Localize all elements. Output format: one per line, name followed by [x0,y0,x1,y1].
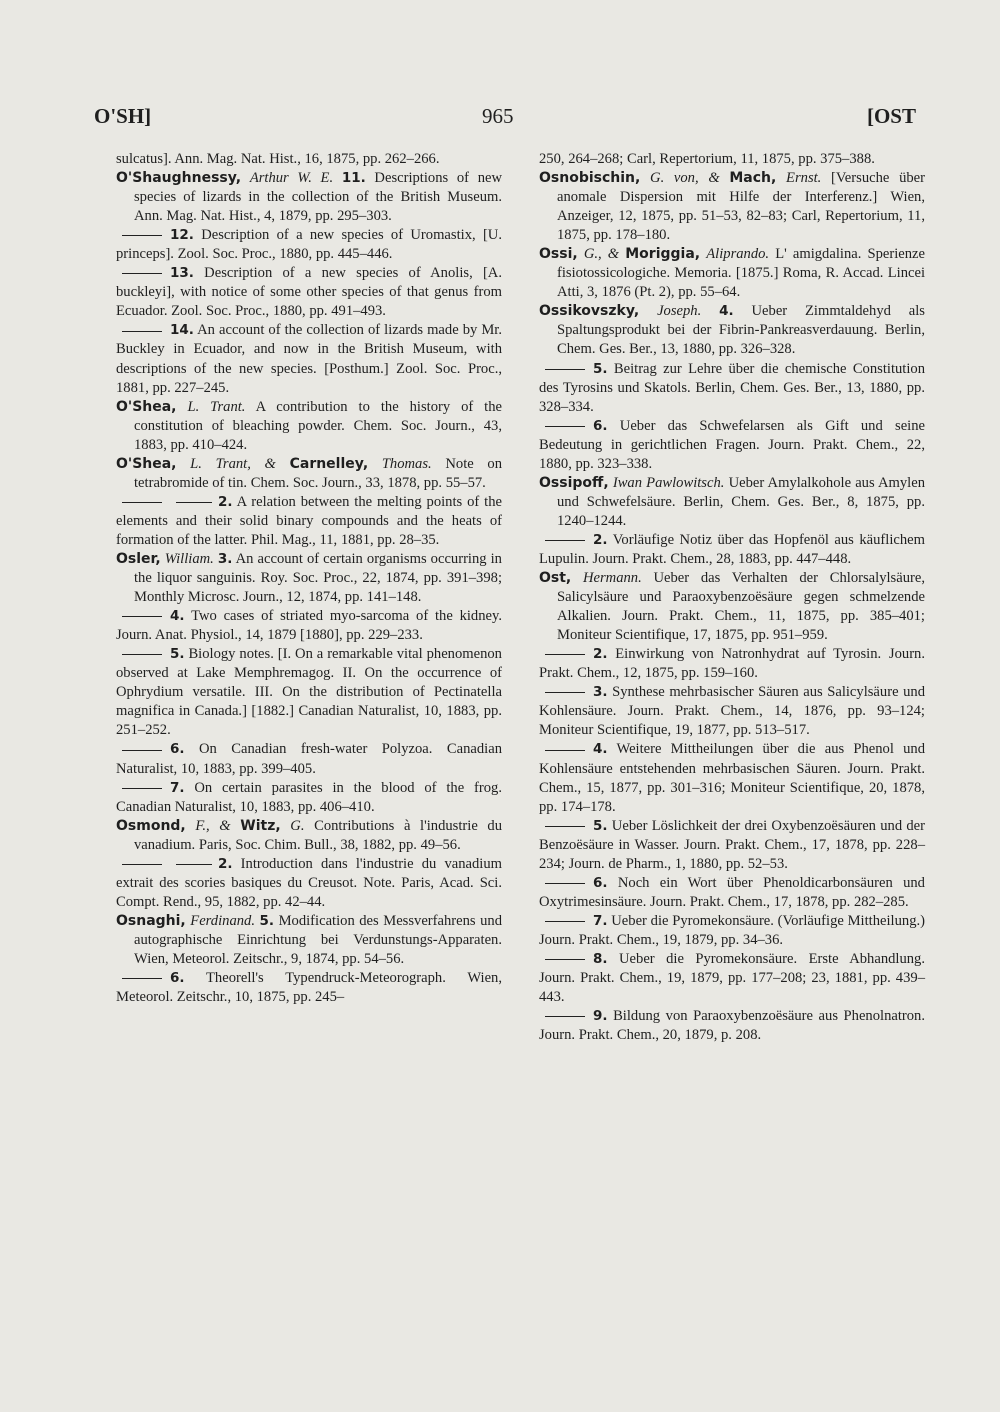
entry-text: [Versuche über anomale Dispersion mit Hilfe der Interferenz.] Wien, Anzeiger, 12, 1875, pp. 51–53, 82–83; Carl, Repertorium, 11, 1875, pp. 178–180. [557,170,925,244]
coauthor-forename: Ernst. [786,170,822,187]
entry-text: Contributions à l'industrie du vanadium. Paris, Soc. Chim. Bull., 38, 1882, pp. 49–56. [134,817,502,853]
author-forename: G., & [583,246,620,263]
author-entry [116,550,502,607]
entry-text: On certain parasites in the blood of the frog. Canadian Naturalist, 10, 1883, pp. 406–410. [116,779,502,815]
entry-text: sulcatus]. Ann. Mag. Nat. Hist., 16, 1875, pp. 262–266. [116,151,440,167]
paper-number: 2. [218,493,233,510]
sub-entry [116,969,502,1007]
entry-text: Ueber Löslichkeit der drei Oxybenzoësäuren und der Benzoësäure in Wasser. Journ. Prakt. Chem., 17, 1878, pp. 228–234; Journ. de Pharm., 1, 1880, pp. 52–53. [539,817,926,872]
ditto-dash [545,883,585,884]
author-surname: Osler, [116,550,161,567]
entry-text: A relation between the melting points of the elements and their solid binary compounds and the heats of formation of the latter. Phil. Mag., 11, 1881, pp. 28–35. [116,493,503,548]
entry-text: Description of a new species of Anolis, [A. buckleyi], with notice of some other species of that genus from Ecuador. Zool. Soc. Proc., 1880, pp. 491–493. [116,265,502,320]
ditto-dash [545,959,585,960]
author-surname: O'Shea, [116,455,177,472]
paper-number: 5. [170,646,185,663]
author-forename: Iwan Pawlowitsch. [612,474,725,491]
sub-entry [539,912,925,950]
paper-number: 7. [593,912,608,929]
author-forename: L. Trant. [187,398,246,415]
entry-text: Noch ein Wort über Phenoldicarbonsäuren und Oxytrimesinsäure. Journ. Prakt. Chem., 17, 1878, pp. 282–285. [539,874,925,910]
sub-entry [539,360,925,417]
author-entry [539,302,925,359]
entry-text: L' amigdalina. Sperienze fisiotossicologiche. Memoria. [1875.] Roma, R. Accad. Lincei Atti, 3, 1876 (Pt. 2), pp. 55–64. [557,246,926,301]
entry-text: Beitrag zur Lehre über die chemische Constitution des Tyrosins und Skatols. Berlin, Chem. Ges. Ber., 13, 1880, pp. 328–334. [539,360,925,415]
author-forename: F., & [195,817,231,834]
author-entry [116,912,502,969]
paper-number: 6. [593,417,608,434]
ditto-dash [176,864,212,865]
left-column [116,150,502,1007]
paper-number: 12. [170,227,194,244]
author-surname: Ossikovszky, [539,303,640,320]
author-entry [539,569,925,645]
author-entry [116,169,502,226]
author-forename: Hermann. [582,570,642,587]
ditto-dash [122,978,162,979]
paper-number: 8. [593,950,608,967]
ditto-dash [122,273,162,274]
paper-number: 14. [170,322,194,339]
coauthor-surname: Mach, [729,170,777,187]
ditto-dash [545,826,585,827]
entry-text: An account of certain organisms occurring in the liquor sanguinis. Roy. Soc. Proc., 22, 1874, pp. 391–398; Monthly Microsc. Journ., 12, 1874, pp. 141–148. [134,550,502,606]
author-forename: G. von, & [650,170,720,187]
entry-text: On Canadian fresh-water Polyzoa. Canadian Naturalist, 10, 1883, pp. 399–405. [116,741,502,777]
coauthor-forename: G. [290,817,305,834]
paper-number: 6. [593,874,608,891]
entry-text: Note on tetrabromide of tin. Chem. Soc. Journ., 33, 1878, pp. 55–57. [134,455,502,491]
coauthor-surname: Carnelley, [289,455,369,472]
ditto-dash [122,616,162,617]
author-entry [116,398,502,455]
sub-entry [116,264,502,321]
author-entry [539,245,925,302]
ditto-dash [122,502,162,503]
entry-text: Modification des Messverfahrens und autographische Einrichtung bei Verdunstungs-Apparaten. Wien, Meteorol. Zeitschr., 9, 1874, pp. 54–56. [134,912,503,967]
ditto-dash [545,540,585,541]
coauthor-forename: Aliprando. [706,246,770,263]
paper-number: 6. [170,970,185,987]
entry-text: Ueber die Pyromekonsäure. (Vorläufige Mittheilung.) Journ. Prakt. Chem., 19, 1879, pp. 34–36. [539,912,925,948]
paper-number: 4. [170,608,185,625]
author-entry [539,474,925,531]
paper-number: 2. [593,531,608,548]
sub-entry [116,607,502,645]
paper-number: 4. [593,741,608,758]
paper-number: 11. [341,170,366,187]
author-surname: Osnaghi, [116,912,186,929]
entry-text: Introduction dans l'industrie du vanadium extrait des scories basiques du Creusot. Note. Paris, Acad. Sci. Compt. Rend., 95, 1882, pp. 42–44. [116,855,502,910]
entry-text: An account of the collection of lizards made by Mr. Buckley in Ecuador, and now in the British Museum, with descriptions of the new species. [Posthum.] Zool. Soc. Proc., 1881, pp. 227–245. [116,322,502,396]
sub-entry [539,950,925,1007]
entry-text: Ueber das Schwefelarsen als Gift und seine Bedeutung in gerichtlichen Fragen. Journ. Prakt. Chem., 22, 1880, pp. 323–338. [539,417,925,472]
paper-number: 2. [593,646,608,663]
sub-entry [539,740,925,816]
ditto-dash [545,692,585,693]
author-forename: Arthur W. E. [249,170,334,187]
running-head-right: [OST [866,104,916,128]
entry-text: Einwirkung von Natronhydrat auf Tyrosin. Journ. Prakt. Chem., 12, 1875, pp. 159–160. [539,646,925,682]
ditto-dash [122,331,162,332]
entry-text: Biology notes. [I. On a remarkable vital phenomenon observed at Lake Memphremagog. II. On the occurrence of Ophrydium versatile. III. On the distribution of Pectinatella magnifica in Canada.] [1882.] Canadian Naturalist, 10, 1883, pp. 251–252. [116,646,502,739]
entry-text: Ueber Amylalkohole aus Amylen und Schwefelsäure. Berlin, Chem. Ges. Ber., 8, 1875, pp. 1240–1244. [557,474,926,529]
author-forename: Joseph. [657,303,702,320]
paper-number: 9. [593,1008,608,1025]
author-surname: Ost, [539,570,572,587]
author-surname: Osnobischin, [539,170,641,187]
entry-text: Two cases of striated myo-sarcoma of the kidney. Journ. Anat. Physiol., 14, 1879 [1880], pp. 229–233. [116,608,502,644]
entry-text: Theorell's Typendruck-Meteorograph. Wien, Meteorol. Zeitschr., 10, 1875, pp. 245– [116,970,502,1006]
paper-number: 5. [593,360,608,377]
author-entry [539,169,925,245]
paper-number: 4. [719,303,734,320]
entry-text: Synthese mehrbasischer Säuren aus Salicylsäure und Kohlensäure. Journ. Prakt. Chem., 14, 1876, pp. 93–124; Moniteur Scientifique, 19, 1877, pp. 513–517. [539,684,925,739]
author-forename: Ferdinand. [190,912,255,929]
page-number: 965 [482,104,514,128]
sub-entry [116,321,502,397]
paper-number: 5. [593,817,608,834]
paper-number: 13. [170,265,194,282]
ditto-dash [122,235,162,236]
sub-entry [539,874,925,912]
sub-entry [116,645,502,740]
entry-text: A contribution to the history of the constitution of bleaching powder. Chem. Soc. Journ., 43, 1883, pp. 410–424. [134,398,503,453]
ditto-dash [122,654,162,655]
ditto-dash [176,502,212,503]
author-surname: O'Shea, [116,398,177,415]
ditto-dash [545,1016,585,1017]
ditto-dash [545,426,585,427]
paper-number: 7. [170,779,185,796]
ditto-dash [545,654,585,655]
author-surname: O'Shaughnessy, [116,170,242,187]
sub-entry [539,645,925,683]
author-entry [116,817,502,855]
ditto-dash [545,369,585,370]
paper-number: 2. [218,855,233,872]
author-entry [116,455,502,493]
author-surname: Ossipoff, [539,474,609,491]
continued-entry [539,150,925,169]
right-column [539,150,925,1045]
entry-text: Weitere Mittheilungen über die aus Phenol und Kohlensäure entstehenden mehrbasischen Säuren. Journ. Prakt. Chem., 15, 1877, pp. 301–316; Moniteur Scientifique, 20, 1878, pp. 174–178. [539,741,925,815]
author-forename: L. Trant, & [190,455,276,472]
sub-entry [539,683,925,740]
continued-entry [116,150,502,169]
coauthor-surname: Witz, [240,817,281,834]
sub-entry [116,493,502,550]
sub-entry [116,855,502,912]
ditto-dash [122,750,162,751]
entry-text: Ueber das Verhalten der Chlorsalylsäure, Salicylsäure und Paraoxybenzoësäure gegen schmelzende Alkalien. Journ. Prakt. Chem., 11, 1875, pp. 385–401; Moniteur Scientifique, 17, 1875, pp. 951–959. [557,570,925,644]
coauthor-forename: Thomas. [381,455,432,472]
entry-text: Ueber Zimmtaldehyd als Spaltungsprodukt bei der Fibrin-Pankreasverdauung. Berlin, Chem. Ges. Ber., 13, 1880, pp. 326–328. [557,303,925,358]
ditto-dash [122,864,162,865]
sub-entry [539,417,925,474]
ditto-dash [545,750,585,751]
ditto-dash [545,921,585,922]
sub-entry [539,1007,925,1045]
author-surname: Ossi, [539,246,578,263]
entry-text: Bildung von Paraoxybenzoësäure aus Phenolnatron. Journ. Prakt. Chem., 20, 1879, p. 208. [539,1008,926,1044]
running-head-left: O'SH] [94,104,152,128]
entry-text: Ueber die Pyromekonsäure. Erste Abhandlung. Journ. Prakt. Chem., 19, 1879, pp. 177–208; 23, 1881, pp. 439–443. [539,950,926,1006]
sub-entry [116,779,502,817]
sub-entry [116,226,502,264]
paper-number: 3. [217,550,233,567]
author-surname: Osmond, [116,817,186,834]
coauthor-surname: Moriggia, [625,246,701,263]
entry-text: Descriptions of new species of lizards in the collection of the British Museum. Ann. Mag. Nat. Hist., 4, 1879, pp. 295–303. [134,170,503,225]
paper-number: 3. [593,684,608,701]
sub-entry [116,740,502,778]
paper-number: 5. [259,912,275,929]
ditto-dash [122,788,162,789]
entry-text: Description of a new species of Uromastix, [U. princeps]. Zool. Soc. Proc., 1880, pp. 445–446. [116,227,502,263]
entry-text: Vorläufige Notiz über das Hopfenöl aus käuflichem Lupulin. Journ. Prakt. Chem., 28, 1883, pp. 447–448. [539,531,925,567]
sub-entry [539,817,925,874]
paper-number: 6. [170,741,185,758]
sub-entry [539,531,925,569]
entry-text: 250, 264–268; Carl, Repertorium, 11, 1875, pp. 375–388. [539,151,875,167]
author-forename: William. [164,550,214,567]
